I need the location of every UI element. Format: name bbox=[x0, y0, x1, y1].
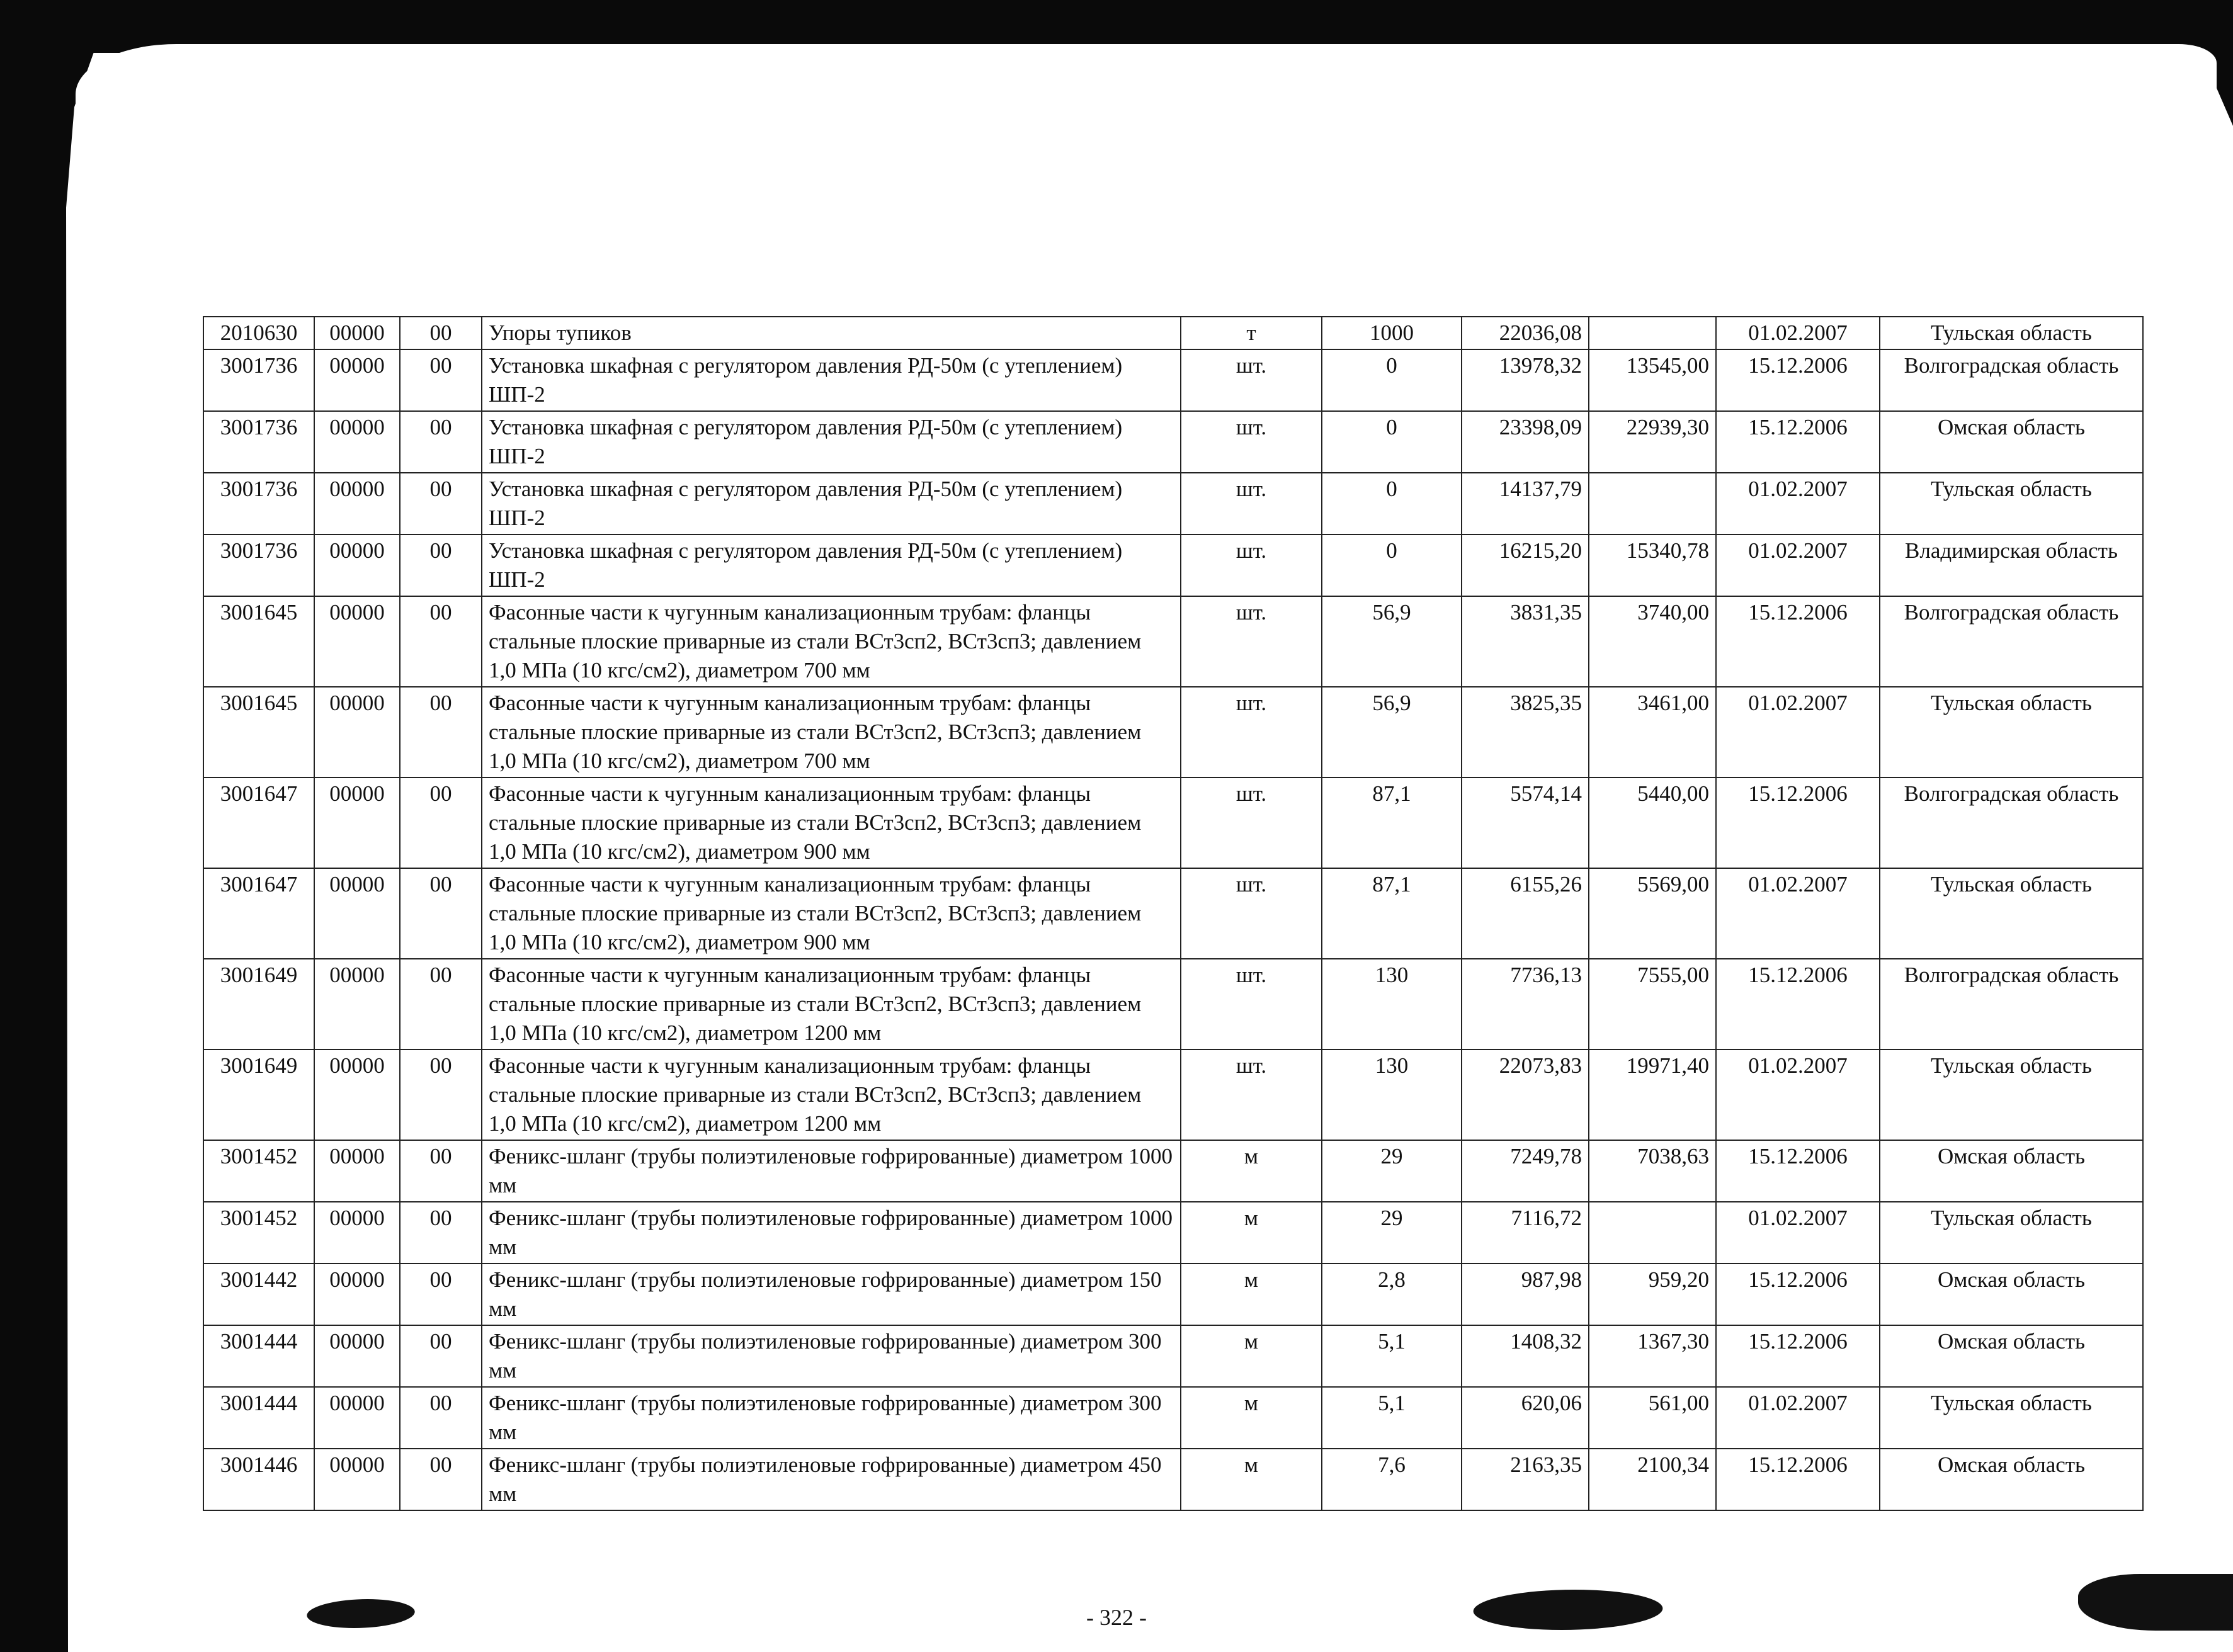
page-number: - 322 - bbox=[1086, 1605, 1147, 1630]
row-name: Установка шкафная с регулятором давления РД-50м (с утеплением) ШП-2 bbox=[482, 535, 1181, 596]
row-code: 3001647 bbox=[203, 778, 314, 868]
row-region: Волгоградская область bbox=[1880, 959, 2143, 1049]
row-code: 3001647 bbox=[203, 868, 314, 959]
row-unit: шт. bbox=[1181, 596, 1322, 687]
row-subcode: 00000 bbox=[314, 535, 400, 596]
row-name: Фасонные части к чугунным канализационным трубам: фланцы стальные плоские приварные из стали ВСт3сп2, ВСт3сп3; давлением 1,0 МПа (10 кгс/см2), диаметром 1200 мм bbox=[482, 1049, 1181, 1140]
row-quantity: 0 bbox=[1322, 535, 1462, 596]
row-quantity: 0 bbox=[1322, 349, 1462, 411]
row-category: 00 bbox=[400, 596, 482, 687]
row-code: 3001442 bbox=[203, 1264, 314, 1325]
row-category: 00 bbox=[400, 411, 482, 473]
row-quantity: 130 bbox=[1322, 959, 1462, 1049]
table-row bbox=[203, 687, 2143, 778]
row-unit: м bbox=[1181, 1449, 1322, 1510]
row-category: 00 bbox=[400, 1325, 482, 1387]
row-quantity: 130 bbox=[1322, 1049, 1462, 1140]
row-region: Омская область bbox=[1880, 1325, 2143, 1387]
row-date: 15.12.2006 bbox=[1716, 778, 1880, 868]
table-row bbox=[203, 1202, 2143, 1264]
row-category: 00 bbox=[400, 687, 482, 778]
row-date: 01.02.2007 bbox=[1716, 687, 1880, 778]
row-quantity: 29 bbox=[1322, 1202, 1462, 1264]
table-row bbox=[203, 1325, 2143, 1387]
row-name: Фасонные части к чугунным канализационным трубам: фланцы стальные плоские приварные из стали ВСт3сп2, ВСт3сп3; давлением 1,0 МПа (10 кгс/см2), диаметром 1200 мм bbox=[482, 959, 1181, 1049]
row-price-1: 7116,72 bbox=[1462, 1202, 1589, 1264]
row-quantity: 5,1 bbox=[1322, 1387, 1462, 1449]
table-row bbox=[203, 1387, 2143, 1449]
row-unit: м bbox=[1181, 1202, 1322, 1264]
row-date: 01.02.2007 bbox=[1716, 1202, 1880, 1264]
row-subcode: 00000 bbox=[314, 473, 400, 535]
row-subcode: 00000 bbox=[314, 959, 400, 1049]
row-code: 3001444 bbox=[203, 1387, 314, 1449]
table-row bbox=[203, 411, 2143, 473]
row-category: 00 bbox=[400, 778, 482, 868]
row-date: 01.02.2007 bbox=[1716, 535, 1880, 596]
row-unit: шт. bbox=[1181, 1049, 1322, 1140]
row-code: 3001649 bbox=[203, 1049, 314, 1140]
row-code: 3001452 bbox=[203, 1140, 314, 1202]
row-price-1: 14137,79 bbox=[1462, 473, 1589, 535]
row-subcode: 00000 bbox=[314, 778, 400, 868]
row-quantity: 2,8 bbox=[1322, 1264, 1462, 1325]
row-code: 3001736 bbox=[203, 473, 314, 535]
table-row bbox=[203, 596, 2143, 687]
row-price-1: 2163,35 bbox=[1462, 1449, 1589, 1510]
row-category: 00 bbox=[400, 1140, 482, 1202]
row-region: Тульская область bbox=[1880, 473, 2143, 535]
row-name: Установка шкафная с регулятором давления РД-50м (с утеплением) ШП-2 bbox=[482, 349, 1181, 411]
row-category: 00 bbox=[400, 1202, 482, 1264]
row-quantity: 5,1 bbox=[1322, 1325, 1462, 1387]
row-unit: шт. bbox=[1181, 868, 1322, 959]
row-price-2: 1367,30 bbox=[1589, 1325, 1716, 1387]
row-category: 00 bbox=[400, 868, 482, 959]
row-date: 15.12.2006 bbox=[1716, 411, 1880, 473]
row-region: Тульская область bbox=[1880, 1202, 2143, 1264]
row-date: 01.02.2007 bbox=[1716, 1049, 1880, 1140]
row-subcode: 00000 bbox=[314, 1449, 400, 1510]
row-subcode: 00000 bbox=[314, 411, 400, 473]
row-name: Феникс-шланг (трубы полиэтиленовые гофрированные) диаметром 150 мм bbox=[482, 1264, 1181, 1325]
row-price-1: 23398,09 bbox=[1462, 411, 1589, 473]
row-region: Волгоградская область bbox=[1880, 349, 2143, 411]
row-price-2 bbox=[1589, 317, 1716, 349]
row-code: 3001736 bbox=[203, 349, 314, 411]
row-name: Фасонные части к чугунным канализационным трубам: фланцы стальные плоские приварные из стали ВСт3сп2, ВСт3сп3; давлением 1,0 МПа (10 кгс/см2), диаметром 700 мм bbox=[482, 596, 1181, 687]
row-name: Установка шкафная с регулятором давления РД-50м (с утеплением) ШП-2 bbox=[482, 473, 1181, 535]
row-price-2: 7038,63 bbox=[1589, 1140, 1716, 1202]
row-code: 3001736 bbox=[203, 535, 314, 596]
row-price-1: 13978,32 bbox=[1462, 349, 1589, 411]
row-price-1: 7736,13 bbox=[1462, 959, 1589, 1049]
row-price-2 bbox=[1589, 473, 1716, 535]
row-date: 15.12.2006 bbox=[1716, 1325, 1880, 1387]
row-subcode: 00000 bbox=[314, 868, 400, 959]
row-date: 15.12.2006 bbox=[1716, 1264, 1880, 1325]
row-price-1: 3825,35 bbox=[1462, 687, 1589, 778]
row-unit: шт. bbox=[1181, 411, 1322, 473]
table-row bbox=[203, 317, 2143, 349]
row-name: Упоры тупиков bbox=[482, 317, 1181, 349]
row-price-2: 2100,34 bbox=[1589, 1449, 1716, 1510]
row-date: 15.12.2006 bbox=[1716, 596, 1880, 687]
row-quantity: 56,9 bbox=[1322, 596, 1462, 687]
row-unit: м bbox=[1181, 1387, 1322, 1449]
row-subcode: 00000 bbox=[314, 1202, 400, 1264]
table-row bbox=[203, 1449, 2143, 1510]
row-region: Волгоградская область bbox=[1880, 778, 2143, 868]
row-unit: шт. bbox=[1181, 959, 1322, 1049]
row-subcode: 00000 bbox=[314, 1325, 400, 1387]
row-price-1: 22036,08 bbox=[1462, 317, 1589, 349]
row-category: 00 bbox=[400, 317, 482, 349]
row-subcode: 00000 bbox=[314, 1140, 400, 1202]
row-price-1: 620,06 bbox=[1462, 1387, 1589, 1449]
row-price-2: 22939,30 bbox=[1589, 411, 1716, 473]
table-row bbox=[203, 1049, 2143, 1140]
row-category: 00 bbox=[400, 349, 482, 411]
row-price-1: 16215,20 bbox=[1462, 535, 1589, 596]
row-category: 00 bbox=[400, 1449, 482, 1510]
row-code: 3001645 bbox=[203, 687, 314, 778]
row-price-1: 6155,26 bbox=[1462, 868, 1589, 959]
row-name: Фасонные части к чугунным канализационным трубам: фланцы стальные плоские приварные из стали ВСт3сп2, ВСт3сп3; давлением 1,0 МПа (10 кгс/см2), диаметром 900 мм bbox=[482, 778, 1181, 868]
row-date: 15.12.2006 bbox=[1716, 959, 1880, 1049]
row-region: Тульская область bbox=[1880, 1049, 2143, 1140]
row-region: Владимирская область bbox=[1880, 535, 2143, 596]
row-region: Омская область bbox=[1880, 1140, 2143, 1202]
row-price-2: 7555,00 bbox=[1589, 959, 1716, 1049]
row-price-2: 5569,00 bbox=[1589, 868, 1716, 959]
row-name: Феникс-шланг (трубы полиэтиленовые гофрированные) диаметром 1000 мм bbox=[482, 1140, 1181, 1202]
row-subcode: 00000 bbox=[314, 596, 400, 687]
row-date: 01.02.2007 bbox=[1716, 1387, 1880, 1449]
row-region: Тульская область bbox=[1880, 687, 2143, 778]
row-price-2: 13545,00 bbox=[1589, 349, 1716, 411]
row-price-2: 5440,00 bbox=[1589, 778, 1716, 868]
row-category: 00 bbox=[400, 1264, 482, 1325]
row-unit: шт. bbox=[1181, 687, 1322, 778]
row-name: Феникс-шланг (трубы полиэтиленовые гофрированные) диаметром 450 мм bbox=[482, 1449, 1181, 1510]
row-code: 3001736 bbox=[203, 411, 314, 473]
row-unit: шт. bbox=[1181, 473, 1322, 535]
row-quantity: 0 bbox=[1322, 473, 1462, 535]
row-date: 01.02.2007 bbox=[1716, 473, 1880, 535]
row-code: 3001446 bbox=[203, 1449, 314, 1510]
row-price-1: 5574,14 bbox=[1462, 778, 1589, 868]
row-unit: шт. bbox=[1181, 535, 1322, 596]
row-quantity: 87,1 bbox=[1322, 778, 1462, 868]
row-price-1: 1408,32 bbox=[1462, 1325, 1589, 1387]
row-quantity: 87,1 bbox=[1322, 868, 1462, 959]
row-name: Феникс-шланг (трубы полиэтиленовые гофрированные) диаметром 300 мм bbox=[482, 1387, 1181, 1449]
row-date: 15.12.2006 bbox=[1716, 1449, 1880, 1510]
row-region: Тульская область bbox=[1880, 1387, 2143, 1449]
row-price-2: 561,00 bbox=[1589, 1387, 1716, 1449]
row-name: Фасонные части к чугунным канализационным трубам: фланцы стальные плоские приварные из стали ВСт3сп2, ВСт3сп3; давлением 1,0 МПа (10 кгс/см2), диаметром 700 мм bbox=[482, 687, 1181, 778]
row-price-2: 19971,40 bbox=[1589, 1049, 1716, 1140]
table-row bbox=[203, 959, 2143, 1049]
row-quantity: 29 bbox=[1322, 1140, 1462, 1202]
row-quantity: 0 bbox=[1322, 411, 1462, 473]
price-table bbox=[203, 316, 2144, 1511]
row-price-1: 3831,35 bbox=[1462, 596, 1589, 687]
row-code: 2010630 bbox=[203, 317, 314, 349]
row-price-2: 959,20 bbox=[1589, 1264, 1716, 1325]
row-unit: м bbox=[1181, 1325, 1322, 1387]
row-name: Феникс-шланг (трубы полиэтиленовые гофрированные) диаметром 300 мм bbox=[482, 1325, 1181, 1387]
row-subcode: 00000 bbox=[314, 1387, 400, 1449]
row-category: 00 bbox=[400, 1049, 482, 1140]
table-row bbox=[203, 535, 2143, 596]
row-date: 15.12.2006 bbox=[1716, 349, 1880, 411]
row-price-1: 7249,78 bbox=[1462, 1140, 1589, 1202]
row-quantity: 56,9 bbox=[1322, 687, 1462, 778]
row-category: 00 bbox=[400, 473, 482, 535]
row-unit: т bbox=[1181, 317, 1322, 349]
row-date: 15.12.2006 bbox=[1716, 1140, 1880, 1202]
table-row bbox=[203, 1140, 2143, 1202]
row-region: Тульская область bbox=[1880, 317, 2143, 349]
row-region: Омская область bbox=[1880, 1449, 2143, 1510]
row-unit: м bbox=[1181, 1140, 1322, 1202]
row-category: 00 bbox=[400, 535, 482, 596]
row-name: Феникс-шланг (трубы полиэтиленовые гофрированные) диаметром 1000 мм bbox=[482, 1202, 1181, 1264]
row-unit: м bbox=[1181, 1264, 1322, 1325]
row-subcode: 00000 bbox=[314, 349, 400, 411]
row-code: 3001444 bbox=[203, 1325, 314, 1387]
row-region: Волгоградская область bbox=[1880, 596, 2143, 687]
row-quantity: 7,6 bbox=[1322, 1449, 1462, 1510]
row-quantity: 1000 bbox=[1322, 317, 1462, 349]
row-unit: шт. bbox=[1181, 349, 1322, 411]
table-row bbox=[203, 778, 2143, 868]
row-price-1: 22073,83 bbox=[1462, 1049, 1589, 1140]
row-subcode: 00000 bbox=[314, 1049, 400, 1140]
row-price-1: 987,98 bbox=[1462, 1264, 1589, 1325]
row-code: 3001645 bbox=[203, 596, 314, 687]
table-row bbox=[203, 1264, 2143, 1325]
row-date: 01.02.2007 bbox=[1716, 868, 1880, 959]
row-region: Омская область bbox=[1880, 411, 2143, 473]
table-row bbox=[203, 349, 2143, 411]
row-price-2: 15340,78 bbox=[1589, 535, 1716, 596]
row-category: 00 bbox=[400, 1387, 482, 1449]
row-price-2: 3461,00 bbox=[1589, 687, 1716, 778]
row-date: 01.02.2007 bbox=[1716, 317, 1880, 349]
row-code: 3001649 bbox=[203, 959, 314, 1049]
row-subcode: 00000 bbox=[314, 1264, 400, 1325]
row-price-2 bbox=[1589, 1202, 1716, 1264]
row-subcode: 00000 bbox=[314, 317, 400, 349]
row-price-2: 3740,00 bbox=[1589, 596, 1716, 687]
row-name: Установка шкафная с регулятором давления РД-50м (с утеплением) ШП-2 bbox=[482, 411, 1181, 473]
row-subcode: 00000 bbox=[314, 687, 400, 778]
row-region: Омская область bbox=[1880, 1264, 2143, 1325]
row-unit: шт. bbox=[1181, 778, 1322, 868]
row-region: Тульская область bbox=[1880, 868, 2143, 959]
table-body bbox=[203, 317, 2143, 1510]
table-row bbox=[203, 868, 2143, 959]
table-row bbox=[203, 473, 2143, 535]
row-code: 3001452 bbox=[203, 1202, 314, 1264]
row-name: Фасонные части к чугунным канализационным трубам: фланцы стальные плоские приварные из стали ВСт3сп2, ВСт3сп3; давлением 1,0 МПа (10 кгс/см2), диаметром 900 мм bbox=[482, 868, 1181, 959]
row-category: 00 bbox=[400, 959, 482, 1049]
